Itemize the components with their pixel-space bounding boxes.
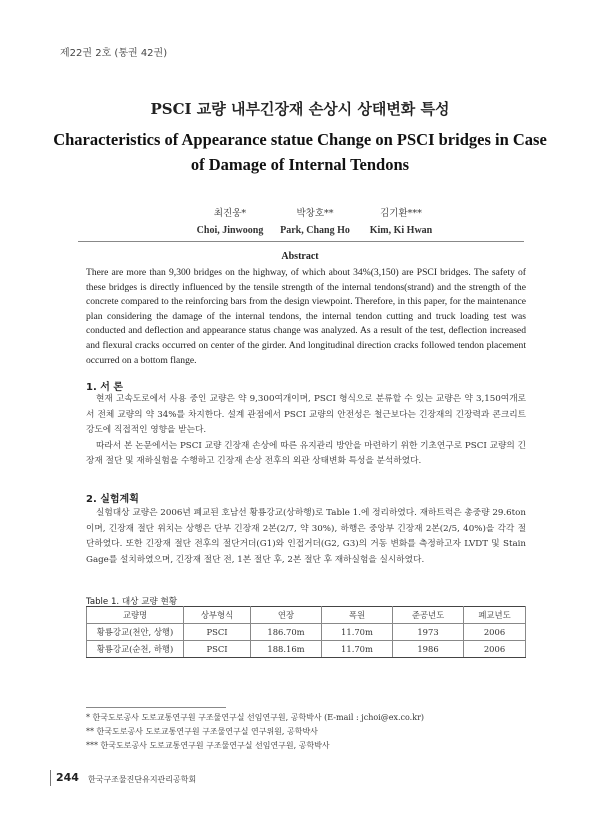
abstract-text: There are more than 9,300 bridges on the highway, of which about 34%(3,150) are PSCI bridges. The safety of these bridges is directly influenced by the tensile strength of the internal tendons(strand) and the strength of the concrete compared to the reinforcing bars from the design viewpoint. Therefore, in this paper, for the maintenance plan considering the damage of the internal tendons, the internal tendon cutting and truck loading test was conducted and deflection and appearance status change was analyzed. As a result of the test, deflection increased and flexural cracks occurred on center of the girder. And longitudinal direction cracks followed tendon placement occurred on a bottom flange.	[86, 267, 526, 366]
page-number: 244	[56, 771, 79, 784]
author-3-korean-name: 김기환***	[380, 208, 422, 219]
table-header-cell: 연장	[251, 607, 322, 624]
section-1-body	[86, 392, 526, 470]
section-2-body	[86, 506, 526, 568]
table-cell: 2006	[464, 624, 526, 641]
paper-title-english-line1: Characteristics of Appearance statue Change on PSCI bridges in Case	[53, 130, 547, 149]
table-header-cell: 준공년도	[393, 607, 464, 624]
table-cell: 1973	[393, 624, 464, 641]
section-1-paragraph-1: 현재 고속도로에서 사용 중인 교량은 약 9,300여개이며, PSCI 형식으로 분류할 수 있는 교량은 약 3,150여개로서 전체 교량의 약 34%를 차지한다. 설계 관점에서 PSCI 교량의 안전성은 철근보다는 긴장재의 긴장력과 콘크리트 강도에 직접적인 영향을 받는다.	[86, 394, 526, 436]
table-header-cell: 폭원	[322, 607, 393, 624]
table-cell: 1986	[393, 641, 464, 658]
author-1-korean-name: 최진웅*	[213, 208, 247, 219]
bridge-status-table	[86, 606, 526, 658]
section-1-paragraph-2: 따라서 본 논문에서는 PSCI 교량 긴장재 손상에 따른 유지관리 방안을 마련하기 위한 기초연구로 PSCI 교량의 긴장재 절단 및 재하실험을 수행하고 긴장재 손상 전후의 외관 상태변화 특성을 분석하였다.	[86, 440, 526, 467]
table-row	[87, 624, 526, 641]
table-cell: PSCI	[184, 624, 251, 641]
table-cell: 황룡강교(순천, 하행)	[87, 641, 184, 658]
section-2-paragraph-1: 실험대상 교량은 2006년 폐교된 호남선 황룡강교(상하행)로 Table 1.에 정리하였다. 재하트럭은 총중량 29.6ton이며, 긴장재 절단 위치는 상행은 단부 긴장재 2본(2/7, 약 30%), 하행은 중앙부 긴장재 2본(2/5, 40%)을 각각 절단하였다. 또한 긴장재 절단 전후의 절단거더(G1)와 인접거더(G2, G3)의 거동 변화를 측정하고자 LVDT 및 Stain Gage를 설치하였으며, 긴장재 절단 전, 1본 절단 후, 2본 절단 후 재하실험을 실시하였다.	[86, 508, 526, 565]
author-3-english-name: Kim, Ki Hwan	[369, 225, 433, 236]
table-header-row	[87, 607, 526, 624]
table-cell: 186.70m	[251, 624, 322, 641]
table-cell: 11.70m	[322, 641, 393, 658]
table-header-cell: 교량명	[87, 607, 184, 624]
paper-title-korean: PSCI 교량 내부긴장재 손상시 상태변화 특성	[150, 100, 450, 118]
section-2-heading: 2. 실험계획	[86, 494, 139, 505]
header-divider	[78, 241, 524, 242]
table-cell: 황룡강교(천안, 상행)	[87, 624, 184, 641]
table-cell: 188.16m	[251, 641, 322, 658]
footnote-3: *** 한국도로공사 도로교통연구원 구조물연구실 선임연구원, 공학박사	[86, 741, 330, 750]
footnote-1: * 한국도로공사 도로교통연구원 구조물연구실 선임연구원, 공학박사 (E-mail : jchoi@ex.co.kr)	[86, 713, 425, 722]
paper-title-english-line2: of Damage of Internal Tendons	[190, 155, 410, 174]
table-cell: 11.70m	[322, 624, 393, 641]
author-1-english-name: Choi, Jinwoong	[196, 225, 264, 236]
abstract-heading: Abstract	[281, 251, 319, 262]
journal-name: 한국구조물진단유지관리공학회	[88, 775, 197, 784]
footnote-divider	[86, 707, 226, 708]
table-cell: 2006	[464, 641, 526, 658]
journal-volume-header: 제22권 2호 (통권 42권)	[60, 48, 168, 59]
author-2-korean-name: 박창호**	[296, 208, 334, 219]
author-3	[336, 205, 466, 236]
table-header-cell: 상부형식	[184, 607, 251, 624]
table-row	[87, 641, 526, 658]
table-1-caption: Table 1. 대상 교량 현황	[86, 597, 178, 607]
table-header-cell: 폐교년도	[464, 607, 526, 624]
author-2-english-name: Park, Chang Ho	[280, 225, 350, 236]
footnote-2: ** 한국도로공사 도로교통연구원 구조물연구실 연구위원, 공학박사	[86, 727, 318, 736]
page-number-bar	[50, 770, 51, 786]
paper-title-english	[40, 127, 560, 177]
table-cell: PSCI	[184, 641, 251, 658]
section-1-heading: 1. 서 론	[86, 382, 124, 393]
